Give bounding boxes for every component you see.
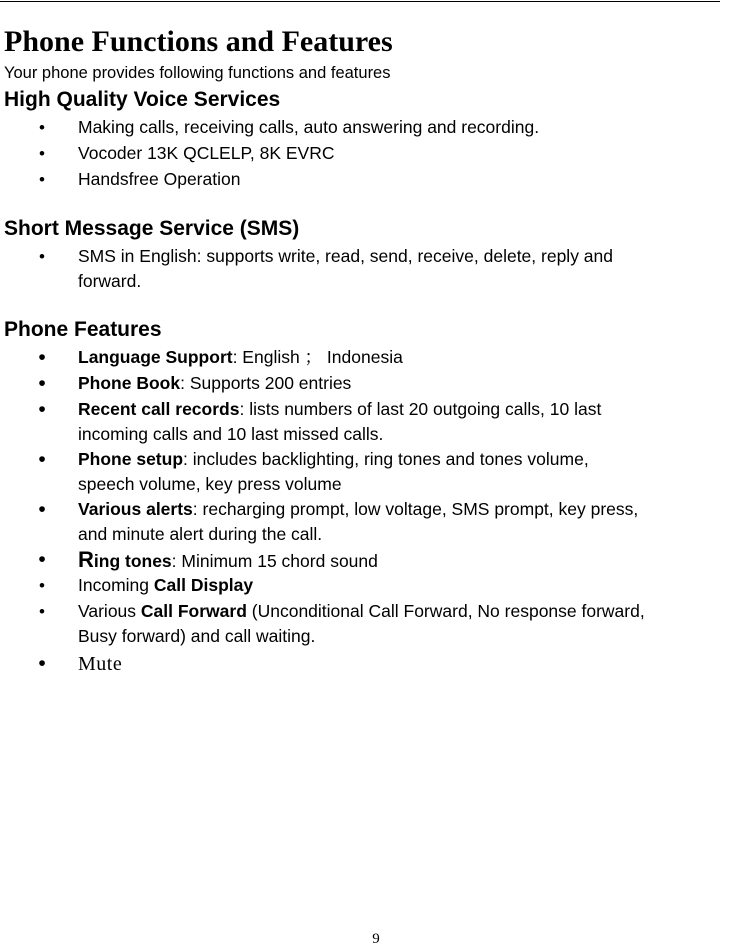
intro-text: Your phone provides following functions and features [4, 64, 391, 82]
feature-recent-label: Recent call records [78, 399, 240, 419]
voice-item-calls: Making calls, receiving calls, auto answering and recording. [78, 117, 540, 137]
bullet-icon: • [39, 170, 45, 189]
page-number: 9 [372, 931, 380, 947]
phone-features-list [0, 345, 752, 679]
page-title: Phone Functions and Features [4, 25, 393, 58]
voice-item-handsfree: Handsfree Operation [78, 169, 241, 189]
list-item [0, 447, 752, 497]
feature-phonebook-label: Phone Book [78, 373, 181, 393]
bullet-icon: • [38, 448, 46, 471]
list-item [0, 649, 752, 679]
bullet-icon: • [38, 398, 46, 421]
list-item [0, 141, 752, 167]
bullet-icon: • [39, 602, 45, 621]
feature-setup-text: : includes backlighting, ring tones and tones volume, [183, 449, 589, 469]
list-item [0, 371, 752, 397]
feature-setup-line-2: speech volume, key press volume [78, 474, 342, 494]
feature-recent-text: : lists numbers of last 20 outgoing calls, 10 last [239, 399, 602, 419]
list-item [0, 497, 752, 547]
sms-item-line-1: SMS in English: supports write, read, send, receive, delete, reply and [78, 246, 613, 266]
bullet-icon: • [38, 372, 46, 395]
feature-recent [78, 399, 601, 419]
feature-ringtones-label [78, 547, 172, 572]
list-item [0, 599, 752, 649]
list-item [0, 115, 752, 141]
list-item [0, 345, 752, 371]
phone-features-heading: Phone Features [4, 318, 162, 341]
feature-callerid-label: Call Display [153, 575, 254, 595]
feature-phonebook-text: : Supports 200 entries [180, 373, 352, 393]
feature-forward-label: Call Forward [140, 601, 247, 621]
voice-services-heading: High Quality Voice Services [4, 88, 281, 111]
list-item [0, 397, 752, 447]
feature-ringtones-text: : Minimum 15 chord sound [171, 551, 378, 571]
list-item [0, 244, 752, 294]
feature-callerid [78, 575, 253, 595]
feature-alerts-label: Various alerts [78, 499, 193, 519]
bullet-icon: • [39, 118, 45, 137]
feature-alerts [78, 499, 638, 519]
sms-item-line-2: forward. [78, 271, 142, 291]
bullet-icon: • [38, 498, 46, 521]
feature-mute: Mute [78, 653, 123, 675]
feature-recent-line-2: incoming calls and 10 last missed calls. [78, 424, 384, 444]
sms-list [0, 244, 752, 294]
feature-forward-text: (Unconditional Call Forward, No response forward, [246, 601, 645, 621]
feature-alerts-text: : recharging prompt, low voltage, SMS prompt, key press, [192, 499, 639, 519]
voice-item-vocoder: Vocoder 13K QCLELP, 8K EVRC [78, 143, 335, 163]
bullet-icon: • [39, 576, 45, 595]
feature-setup [78, 449, 589, 469]
feature-callerid-prefix: Incoming [78, 575, 154, 595]
bullet-icon: • [39, 144, 45, 163]
list-item [0, 573, 752, 599]
feature-phonebook [78, 373, 351, 393]
feature-ringtones-initial: R [78, 547, 94, 572]
bullet-icon: • [38, 346, 46, 369]
feature-ringtones [78, 547, 378, 572]
bullet-icon: • [38, 652, 46, 675]
list-item [0, 167, 752, 193]
feature-language-label: Language Support [78, 347, 233, 367]
feature-alerts-line-2: and minute alert during the call. [78, 524, 323, 544]
bullet-icon: • [38, 548, 46, 571]
top-rule [0, 1, 720, 2]
list-item [0, 547, 752, 573]
bullet-icon: • [39, 247, 45, 266]
sms-heading: Short Message Service (SMS) [4, 217, 300, 240]
feature-forward-line-2: Busy forward) and call waiting. [78, 626, 316, 646]
feature-language-text: : English ； Indonesia [232, 347, 403, 367]
voice-services-list [0, 115, 752, 193]
feature-setup-label: Phone setup [78, 449, 184, 469]
feature-forward-prefix: Various [78, 601, 141, 621]
feature-language [78, 347, 403, 367]
feature-ringtones-label-rest: ing tones [93, 551, 172, 571]
feature-forward [78, 601, 645, 621]
